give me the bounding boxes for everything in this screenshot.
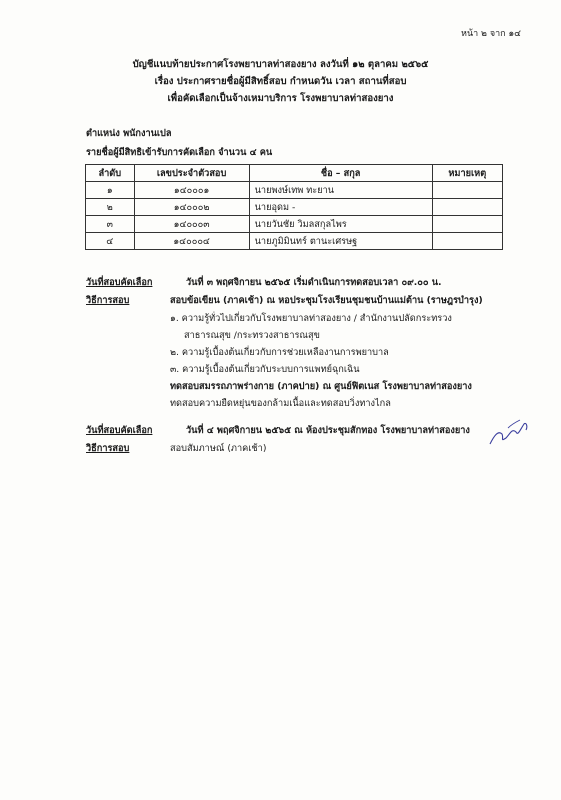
- cell-exam-id: ๑๔๐๐๐๑: [134, 182, 249, 199]
- candidates-count-line: รายชื่อผู้มีสิทธิเข้ารับการคัดเลือก จำนวน ๔ คน: [86, 147, 273, 158]
- cell-no: ๔: [86, 233, 135, 250]
- exam2-date-label: วันที่สอบคัดเลือก: [86, 425, 153, 436]
- cell-no: ๒: [86, 199, 135, 216]
- cell-note: [432, 233, 502, 250]
- cell-no: ๓: [86, 216, 135, 233]
- exam2-interview-line: สอบสัมภาษณ์ (ภาคเช้า): [170, 443, 267, 454]
- cell-name: นายวันชัย วิมลสกุลไพร: [249, 216, 432, 233]
- cell-note: [432, 182, 502, 199]
- cell-exam-id: ๑๔๐๐๐๓: [134, 216, 249, 233]
- col-header-no: ลำดับ: [86, 165, 135, 182]
- cell-no: ๑: [86, 182, 135, 199]
- col-header-note: หมายเหตุ: [432, 165, 502, 182]
- exam1-item-1: ๑. ความรู้ทั่วไปเกี่ยวกับโรงพยาบาลท่าสองยาง / สำนักงานปลัดกระทรวง: [170, 313, 452, 324]
- signature-mark: [486, 416, 530, 450]
- header-line-1: บัญชีแนบท้ายประกาศโรงพยาบาลท่าสองยาง ลงวันที่ ๑๒ ตุลาคม ๒๕๖๕: [132, 59, 429, 70]
- header-line-3: เพื่อคัดเลือกเป็นจ้างเหมาบริการ โรงพยาบาลท่าสองยาง: [167, 93, 394, 104]
- exam1-method-label: วิธีการสอบ: [86, 295, 130, 306]
- exam1-date-line: วันที่ ๓ พฤศจิกายน ๒๕๖๕ เริ่มดำเนินการทดสอบเวลา ๐๙.๐๐ น.: [186, 277, 442, 288]
- exam1-written-line: สอบข้อเขียน (ภาคเช้า) ณ หอประชุมโรงเรียนชุมชนบ้านแม่ต้าน (ราษฎรบำรุง): [170, 295, 483, 306]
- candidate-table: [85, 164, 503, 250]
- exam1-fitness-line: ทดสอบสมรรถภาพร่างกาย (ภาคบ่าย) ณ ศูนย์ฟิตเนส โรงพยาบาลท่าสองยาง: [170, 381, 472, 392]
- cell-name: นายภูมิมินทร์ ตานะเศรษฐ: [249, 233, 432, 250]
- col-header-exam-id: เลขประจำตัวสอบ: [134, 165, 249, 182]
- position-line: ตำแหน่ง พนักงานเปล: [86, 128, 172, 139]
- table-row: [86, 182, 503, 199]
- exam1-date-label: วันที่สอบคัดเลือก: [86, 277, 153, 288]
- cell-name: นายอุดม -: [249, 199, 432, 216]
- cell-note: [432, 199, 502, 216]
- cell-note: [432, 216, 502, 233]
- exam2-date-line: วันที่ ๔ พฤศจิกายน ๒๕๖๕ ณ ห้องประชุมสักทอง โรงพยาบาลท่าสองยาง: [186, 425, 470, 436]
- exam1-item-1-cont: สาธารณสุข /กระทรวงสาธารณสุข: [184, 330, 320, 341]
- cell-exam-id: ๑๔๐๐๐๔: [134, 233, 249, 250]
- table-header-row: [86, 165, 503, 182]
- exam1-item-3: ๓. ความรู้เบื้องต้นเกี่ยวกับระบบการแพทย์ฉุกเฉิน: [170, 364, 360, 375]
- exam2-method-label: วิธีการสอบ: [86, 443, 130, 454]
- exam1-item-2: ๒. ความรู้เบื้องต้นเกี่ยวกับการช่วยเหลืองานการพยาบาล: [170, 347, 389, 358]
- cell-exam-id: ๑๔๐๐๐๒: [134, 199, 249, 216]
- col-header-name: ชื่อ – สกุล: [249, 165, 432, 182]
- table-row: [86, 216, 503, 233]
- exam1-flex-line: ทดสอบความยืดหยุ่นของกล้ามเนื้อและทดสอบวิ่งทางไกล: [170, 398, 391, 409]
- table-row: [86, 233, 503, 250]
- page-number: หน้า ๒ จาก ๑๔: [461, 29, 521, 39]
- cell-name: นายพงษ์เทพ ทะยาน: [249, 182, 432, 199]
- header-line-2: เรื่อง ประกาศรายชื่อผู้มีสิทธิ์สอบ กำหนดวัน เวลา สถานที่สอบ: [154, 76, 407, 87]
- table-row: [86, 199, 503, 216]
